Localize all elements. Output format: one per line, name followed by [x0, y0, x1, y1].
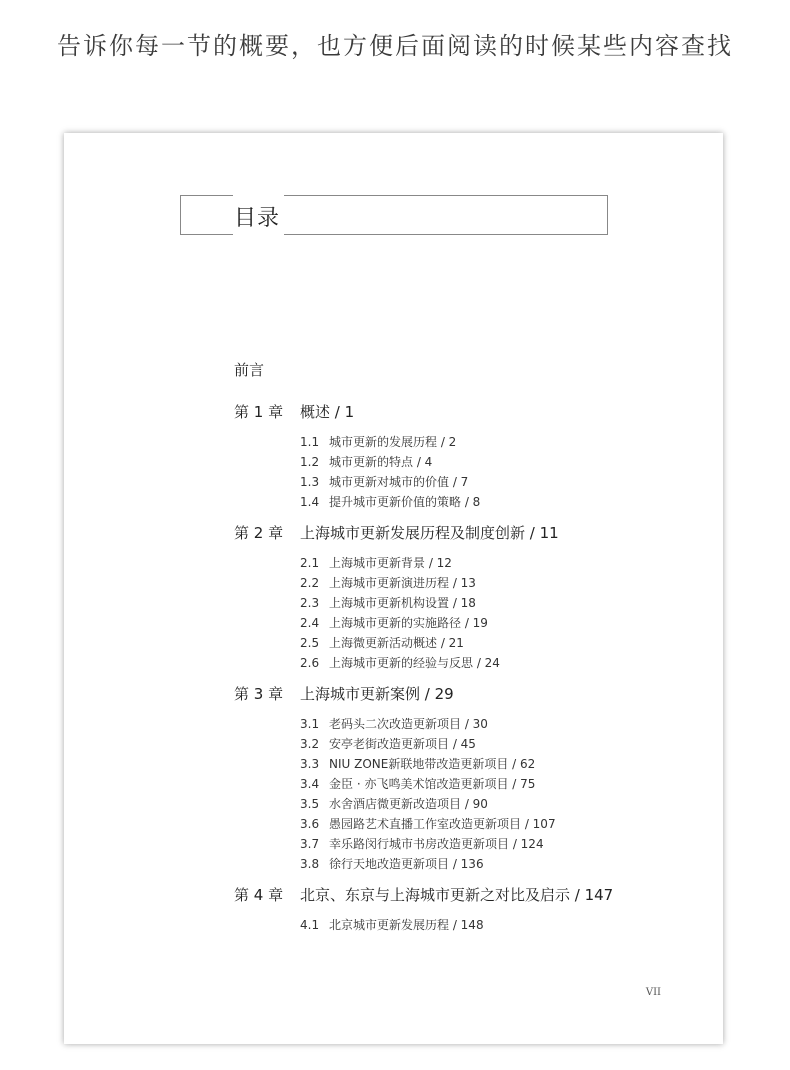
section-list [234, 915, 694, 935]
section-entry[interactable] [300, 734, 694, 754]
section-number: 1.3 [300, 475, 320, 489]
section-entry[interactable] [300, 593, 694, 613]
section-title: 愚园路艺术直播工作室改造更新项目 / 107 [329, 817, 556, 831]
chapter-number: 第 1 章 [234, 403, 284, 421]
section-entry[interactable] [300, 633, 694, 653]
chapter-title: 概述 / 1 [300, 403, 355, 421]
section-number: 3.6 [300, 817, 320, 831]
section-title: 安亭老街改造更新项目 / 45 [329, 737, 476, 751]
section-number: 2.5 [300, 636, 320, 650]
chapter-title: 北京、东京与上海城市更新之对比及启示 / 147 [300, 886, 614, 904]
toc-title: 目录 [234, 206, 281, 231]
section-number: 3.8 [300, 857, 320, 871]
table-of-contents [234, 359, 694, 945]
section-number: 1.4 [300, 495, 320, 509]
chapter-number: 第 4 章 [234, 886, 284, 904]
section-entry[interactable] [300, 653, 694, 673]
section-number: 2.3 [300, 596, 320, 610]
chapter-entry[interactable] [234, 401, 694, 423]
section-number: 3.1 [300, 717, 320, 731]
chapter-title: 上海城市更新案例 / 29 [300, 685, 454, 703]
section-list [234, 553, 694, 673]
section-entry[interactable] [300, 854, 694, 874]
section-number: 2.2 [300, 576, 320, 590]
section-number: 2.1 [300, 556, 320, 570]
section-title: 城市更新的特点 / 4 [329, 455, 433, 469]
section-entry[interactable] [300, 814, 694, 834]
section-entry[interactable] [300, 613, 694, 633]
section-entry[interactable] [300, 573, 694, 593]
section-entry[interactable] [300, 492, 694, 512]
section-number: 4.1 [300, 918, 320, 932]
section-number: 3.3 [300, 757, 320, 771]
section-entry[interactable] [300, 432, 694, 452]
section-entry[interactable] [300, 754, 694, 774]
section-number: 3.4 [300, 777, 320, 791]
section-title: 上海城市更新的实施路径 / 19 [329, 616, 488, 630]
toc-title-frame [180, 195, 608, 235]
section-entry[interactable] [300, 774, 694, 794]
section-title: 徐行天地改造更新项目 / 136 [329, 857, 484, 871]
section-title: 水舍酒店微更新改造项目 / 90 [329, 797, 488, 811]
section-entry[interactable] [300, 553, 694, 573]
section-title: 城市更新的发展历程 / 2 [329, 435, 457, 449]
section-list [234, 432, 694, 512]
caption-text: 告诉你每一节的概要，也方便后面阅读的时候某些内容查找 [57, 32, 733, 60]
book-page [64, 133, 723, 1044]
chapter-entry[interactable] [234, 884, 694, 906]
title-frame-left [180, 195, 233, 235]
chapter-number: 第 3 章 [234, 685, 284, 703]
section-number: 3.2 [300, 737, 320, 751]
section-title: 上海微更新活动概述 / 21 [329, 636, 464, 650]
chapter-number: 第 2 章 [234, 524, 284, 542]
section-number: 2.4 [300, 616, 320, 630]
section-entry[interactable] [300, 452, 694, 472]
section-entry[interactable] [300, 472, 694, 492]
chapter-entry[interactable] [234, 683, 694, 705]
section-title: 上海城市更新演进历程 / 13 [329, 576, 476, 590]
section-entry[interactable] [300, 834, 694, 854]
section-title: 金臣 · 亦飞鸣美术馆改造更新项目 / 75 [329, 777, 536, 791]
section-title: 老码头二次改造更新项目 / 30 [329, 717, 488, 731]
section-number: 2.6 [300, 656, 320, 670]
section-number: 3.5 [300, 797, 320, 811]
section-entry[interactable] [300, 794, 694, 814]
section-number: 1.2 [300, 455, 320, 469]
section-number: 3.7 [300, 837, 320, 851]
chapter-title: 上海城市更新发展历程及制度创新 / 11 [300, 524, 559, 542]
section-title: NIU ZONE新联地带改造更新项目 / 62 [329, 757, 536, 771]
section-title: 幸乐路闵行城市书房改造更新项目 / 124 [329, 837, 544, 851]
section-title: 上海城市更新背景 / 12 [329, 556, 452, 570]
section-title: 提升城市更新价值的策略 / 8 [329, 495, 481, 509]
section-title: 北京城市更新发展历程 / 148 [329, 918, 484, 932]
section-entry[interactable] [300, 714, 694, 734]
chapter-entry[interactable] [234, 522, 694, 544]
section-entry[interactable] [300, 915, 694, 935]
title-frame-right [284, 195, 608, 235]
section-list [234, 714, 694, 874]
section-title: 城市更新对城市的价值 / 7 [329, 475, 469, 489]
preface-entry[interactable]: 前言 [234, 361, 265, 379]
page-number: VII [645, 987, 661, 998]
section-title: 上海城市更新机构设置 / 18 [329, 596, 476, 610]
section-title: 上海城市更新的经验与反思 / 24 [329, 656, 500, 670]
section-number: 1.1 [300, 435, 320, 449]
